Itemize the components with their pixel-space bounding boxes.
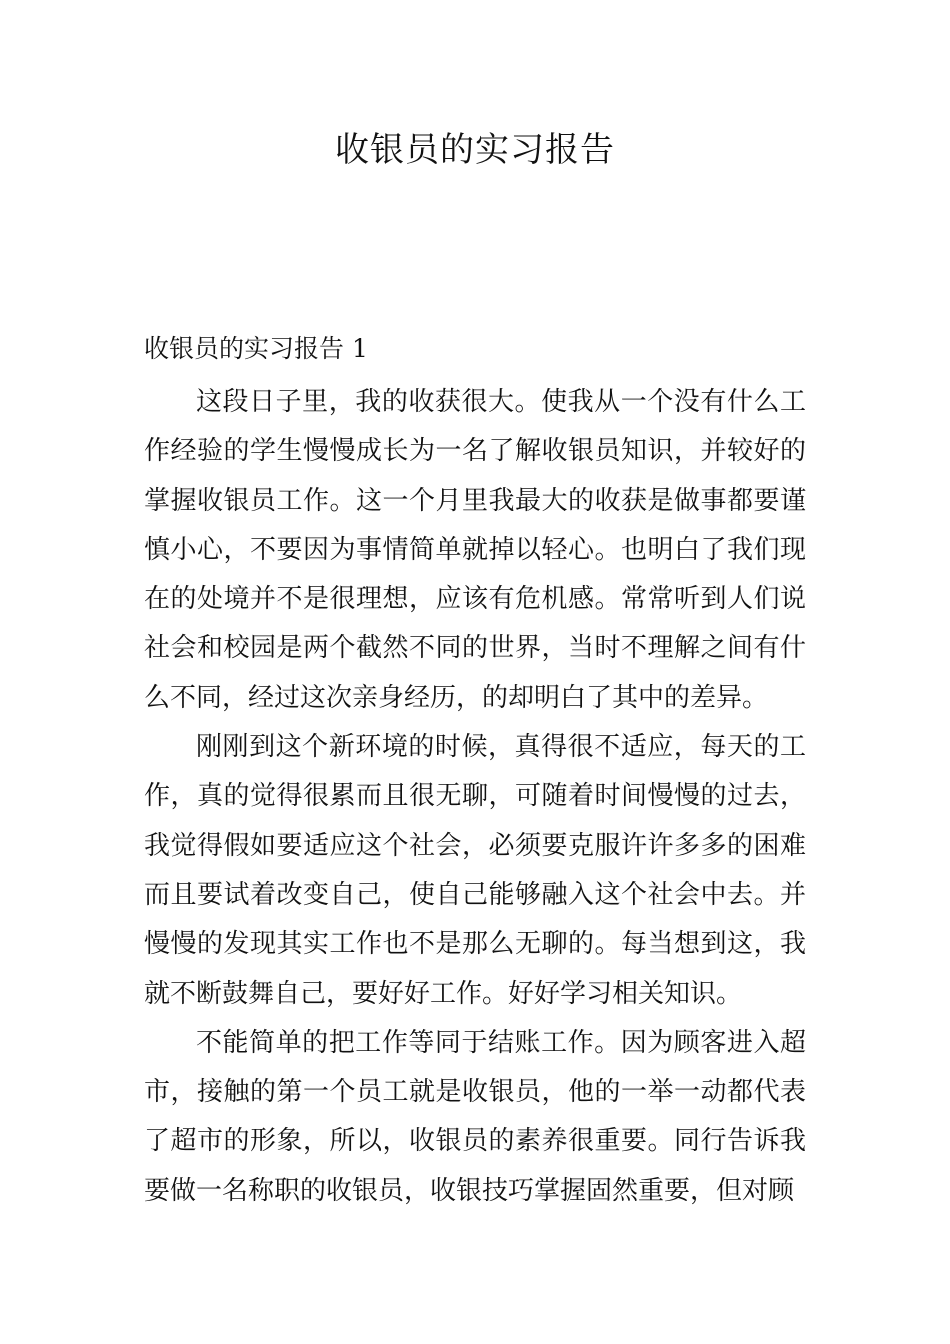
document-body [144, 378, 806, 1216]
paragraph: 刚刚到这个新环境的时候，真得很不适应，每天的工作，真的觉得很累而且很无聊，可随着时间慢慢的过去，我觉得假如要适应这个社会，必须要克服许许多多的困难而且要试着改变自己，使自己能够融入这个社会中去。并慢慢的发现其实工作也不是那么无聊的。每当想到这，我就不断鼓舞自己，要好好工作。好好学习相关知识。 [144, 732, 806, 1009]
paragraph: 不能简单的把工作等同于结账工作。因为顾客进入超市，接触的第一个员工就是收银员，他的一举一动都代表了超市的形象，所以，收银员的素养很重要。同行告诉我要做一名称职的收银员，收银技巧掌握固然重要，但对顾 [144, 1027, 806, 1206]
document-title: 收银员的实习报告 [335, 130, 615, 170]
section-heading: 收银员的实习报告 1 [144, 334, 368, 363]
paragraph: 这段日子里，我的收获很大。使我从一个没有什么工作经验的学生慢慢成长为一名了解收银员知识，并较好的掌握收银员工作。这一个月里我最大的收获是做事都要谨慎小心，不要因为事情简单就掉以轻心。也明白了我们现在的处境并不是很理想，应该有危机感。常常听到人们说社会和校园是两个截然不同的世界，当时不理解之间有什么不同，经过这次亲身经历，的却明白了其中的差异。 [144, 387, 806, 713]
